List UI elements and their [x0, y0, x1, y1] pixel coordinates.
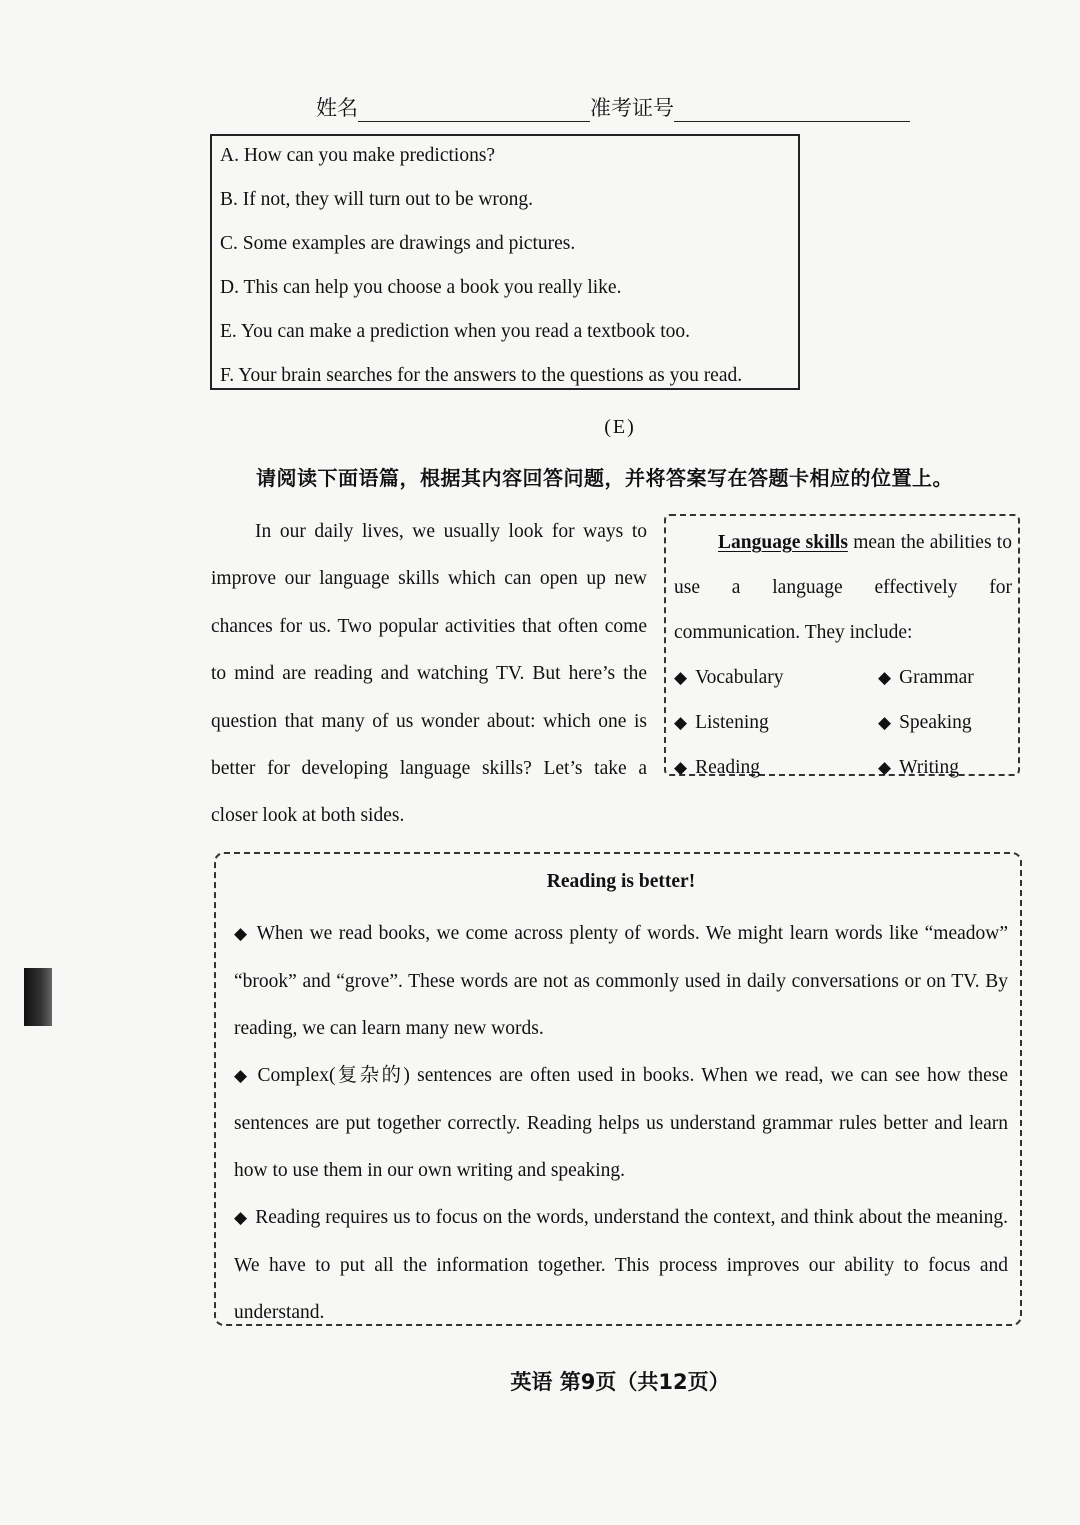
reading-box-body: [234, 910, 1008, 1336]
skill-item: ◆ Vocabulary: [674, 667, 784, 688]
options-box: [210, 134, 800, 390]
skill-item: ◆ Listening: [674, 712, 769, 733]
reading-point: ◆ Complex(复杂的) sentences are often used in books. When we read, we can see how these sentences are put together correctly. Reading helps us understand grammar rules better and learn how to use them in our own writing and speaking.: [234, 1065, 1008, 1181]
skills-title: Language skills: [718, 532, 848, 553]
reading-point: ◆ When we read books, we come across plenty of words. We might learn words like “meadow” “brook” and “grove”. These words are not as commonly used in daily conversations or on TV. By reading, we can learn many new words.: [234, 923, 1009, 1039]
diamond-bullet-icon: ◆: [674, 668, 688, 688]
intro-paragraph: [211, 508, 647, 840]
skill-item: ◆ Reading: [674, 757, 761, 778]
diamond-bullet-icon: ◆: [878, 668, 892, 688]
reading-better-box: [214, 852, 1022, 1326]
diamond-bullet-icon: ◆: [234, 1208, 248, 1228]
diamond-bullet-icon: ◆: [878, 758, 892, 778]
skills-description: mean the abilities to use a language effectively for communication. They include:: [674, 532, 1012, 643]
skills-list: [674, 655, 1012, 790]
reading-point: ◆ Reading requires us to focus on the words, understand the context, and think about the meaning. We have to put all the information together. This process improves our ability to focus and understand.: [234, 1207, 1008, 1323]
diamond-bullet-icon: ◆: [878, 713, 892, 733]
diamond-bullet-icon: ◆: [674, 758, 688, 778]
option-b: B. If not, they will turn out to be wrong.: [220, 189, 534, 210]
skills-box: [664, 514, 1020, 776]
skill-item: ◆ Grammar: [878, 667, 974, 688]
option-f: F. Your brain searches for the answers to the questions as you read.: [220, 365, 743, 386]
reading-box-title: Reading is better!: [546, 871, 696, 892]
diamond-bullet-icon: ◆: [234, 924, 249, 944]
option-d: D. This can help you choose a book you really like.: [220, 277, 622, 298]
skill-item: ◆ Speaking: [878, 712, 972, 733]
diamond-bullet-icon: ◆: [674, 713, 688, 733]
instruction: 请阅读下面语篇，根据其内容回答问题，并将答案写在答题卡相应的位置上。: [256, 466, 953, 490]
option-e: E. You can make a prediction when you read a textbook too.: [220, 321, 691, 342]
name-label: 姓名: [316, 96, 358, 120]
candidate-info-line: [316, 92, 910, 122]
page-footer: 英语 第9页（共12页）: [510, 1370, 730, 1394]
exam-id-blank: [674, 99, 910, 122]
name-blank: [358, 99, 590, 122]
section-label: (E): [604, 416, 636, 438]
diamond-bullet-icon: ◆: [234, 1066, 250, 1086]
option-c: C. Some examples are drawings and pictures.: [220, 233, 576, 254]
intro-text: In our daily lives, we usually look for ways to improve our language skills which can open up new chances for us. Two popular activities that often come to mind are reading and watching TV. But here’s the question that many of us wonder about: which one is better for developing language skills? Let’s take a closer look at both sides.: [211, 521, 647, 827]
option-a: A. How can you make predictions?: [220, 145, 496, 166]
exam-id-label: 准考证号: [590, 96, 674, 120]
scan-edge-mark: [24, 968, 52, 1026]
skill-item: ◆ Writing: [878, 757, 959, 778]
skills-intro: [674, 520, 1012, 655]
